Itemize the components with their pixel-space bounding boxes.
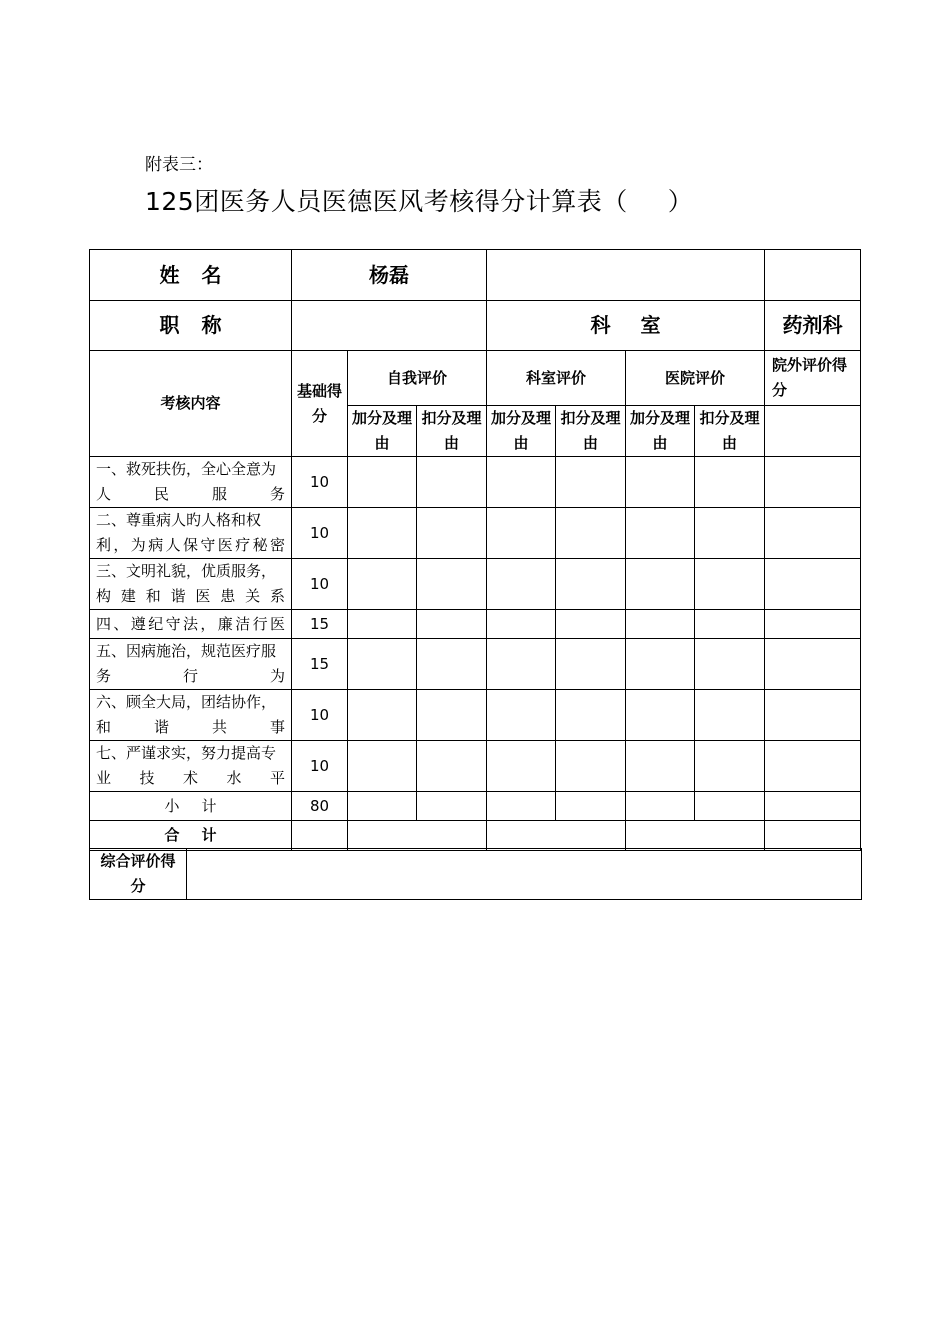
self-add-input[interactable] [348, 508, 417, 559]
self-add-input[interactable] [348, 639, 417, 690]
base-score: 15 [292, 610, 348, 639]
hospital-add-input[interactable] [626, 457, 695, 508]
self-deduct-input[interactable] [417, 690, 487, 741]
self-eval-header: 自我评价 [348, 351, 487, 406]
dept-label-cell [487, 301, 765, 351]
external-eval-header: 院外评价得分 [765, 351, 861, 406]
dept-deduct-input[interactable] [556, 457, 626, 508]
table-row [90, 690, 861, 741]
item-text: 一、救死扶伤，全心全意为人民服务 [90, 457, 292, 508]
name-value[interactable]: 杨磊 [292, 250, 487, 301]
dept-add-input[interactable] [487, 741, 556, 792]
hospital-add-input[interactable] [626, 508, 695, 559]
external-score-input[interactable] [765, 508, 861, 559]
overall-table [89, 848, 862, 900]
hospital-add-header: 加分及理由 [626, 406, 695, 457]
external-score-input[interactable] [765, 741, 861, 792]
base-score: 10 [292, 457, 348, 508]
hospital-add-input[interactable] [626, 639, 695, 690]
dept-add-input[interactable] [487, 610, 556, 639]
dept-deduct-input[interactable] [556, 508, 626, 559]
dept-add-input[interactable] [487, 457, 556, 508]
base-score-header: 基础得分 [292, 351, 348, 457]
overall-value[interactable] [187, 849, 862, 900]
table-row [90, 508, 861, 559]
base-score: 10 [292, 690, 348, 741]
subtotal-self-add[interactable] [348, 792, 417, 821]
base-score: 15 [292, 639, 348, 690]
content-header: 考核内容 [90, 351, 292, 457]
subtotal-external[interactable] [765, 792, 861, 821]
total-external[interactable] [765, 821, 861, 851]
table-row [90, 610, 861, 639]
self-deduct-input[interactable] [417, 741, 487, 792]
appendix-label: 附表三： [145, 155, 213, 175]
hospital-deduct-input[interactable] [695, 457, 765, 508]
name-label-cell [90, 250, 292, 301]
hospital-add-input[interactable] [626, 610, 695, 639]
dept-add-input[interactable] [487, 690, 556, 741]
self-add-input[interactable] [348, 741, 417, 792]
dept-add-input[interactable] [487, 559, 556, 610]
hospital-deduct-input[interactable] [695, 610, 765, 639]
name-extra-cell-2 [765, 250, 861, 301]
dept-value[interactable]: 药剂科 [765, 301, 861, 351]
subtotal-row [90, 792, 861, 821]
base-score: 10 [292, 741, 348, 792]
subtotal-dept-deduct[interactable] [556, 792, 626, 821]
name-extra-cell [487, 250, 765, 301]
hospital-eval-header: 医院评价 [626, 351, 765, 406]
hospital-deduct-header: 扣分及理由 [695, 406, 765, 457]
self-deduct-input[interactable] [417, 610, 487, 639]
title-row [90, 301, 861, 351]
dept-add-input[interactable] [487, 508, 556, 559]
table-row [90, 741, 861, 792]
item-text: 二、尊重病人旳人格和权利，为病人保守医疗秘密 [90, 508, 292, 559]
item-text: 四、遵纪守法，廉洁行医 [90, 610, 292, 639]
document-title [145, 182, 693, 218]
external-score-input[interactable] [765, 559, 861, 610]
total-base[interactable] [292, 821, 348, 851]
self-deduct-input[interactable] [417, 639, 487, 690]
total-self[interactable] [348, 821, 487, 851]
table-row [90, 457, 861, 508]
self-add-header: 加分及理由 [348, 406, 417, 457]
overall-label: 综合评价得分 [90, 849, 187, 900]
total-row [90, 821, 861, 851]
item-text: 五、因病施治，规范医疗服务行为 [90, 639, 292, 690]
dept-add-header: 加分及理由 [487, 406, 556, 457]
hospital-add-input[interactable] [626, 559, 695, 610]
self-deduct-header: 扣分及理由 [417, 406, 487, 457]
total-label-cell [90, 821, 292, 851]
dept-label: 科室 [590, 313, 691, 337]
header-row-1 [90, 351, 861, 406]
external-eval-sub [765, 406, 861, 457]
subtotal-label-cell [90, 792, 292, 821]
dept-deduct-header: 扣分及理由 [556, 406, 626, 457]
self-deduct-input[interactable] [417, 457, 487, 508]
dept-deduct-input[interactable] [556, 610, 626, 639]
dept-deduct-input[interactable] [556, 741, 626, 792]
self-deduct-input[interactable] [417, 508, 487, 559]
self-add-input[interactable] [348, 559, 417, 610]
hospital-add-input[interactable] [626, 690, 695, 741]
subtotal-self-deduct[interactable] [417, 792, 487, 821]
total-label: 合计 [164, 826, 239, 844]
base-score: 10 [292, 508, 348, 559]
total-dept[interactable] [487, 821, 626, 851]
self-add-input[interactable] [348, 690, 417, 741]
hospital-add-input[interactable] [626, 741, 695, 792]
table-row [90, 639, 861, 690]
self-add-input[interactable] [348, 610, 417, 639]
subtotal-dept-add[interactable] [487, 792, 556, 821]
self-add-input[interactable] [348, 457, 417, 508]
item-text: 六、顾全大局，团结协作，和谐共事 [90, 690, 292, 741]
total-hospital[interactable] [626, 821, 765, 851]
hospital-deduct-input[interactable] [695, 639, 765, 690]
dept-eval-header: 科室评价 [487, 351, 626, 406]
hospital-deduct-input[interactable] [695, 508, 765, 559]
dept-add-input[interactable] [487, 639, 556, 690]
external-score-input[interactable] [765, 610, 861, 639]
title-label-cell [90, 301, 292, 351]
hospital-deduct-input[interactable] [695, 690, 765, 741]
evaluation-table [89, 249, 861, 851]
dept-deduct-input[interactable] [556, 690, 626, 741]
title-label: 职称 [159, 313, 244, 337]
subtotal-label: 小计 [164, 796, 239, 815]
hospital-deduct-input[interactable] [695, 559, 765, 610]
name-label: 姓名 [159, 262, 244, 287]
table-row [90, 559, 861, 610]
overall-row [90, 849, 862, 900]
item-text: 七、严谨求实，努力提高专业技术水平 [90, 741, 292, 792]
dept-deduct-input[interactable] [556, 639, 626, 690]
external-score-input[interactable] [765, 639, 861, 690]
external-score-input[interactable] [765, 690, 861, 741]
self-deduct-input[interactable] [417, 559, 487, 610]
title-value[interactable] [292, 301, 487, 351]
dept-deduct-input[interactable] [556, 559, 626, 610]
document-title-close: ） [667, 187, 694, 216]
subtotal-score: 80 [292, 792, 348, 821]
document-title-text: 125团医务人员医德医风考核得分计算表（ [145, 187, 628, 216]
external-score-input[interactable] [765, 457, 861, 508]
subtotal-hospital-deduct[interactable] [695, 792, 765, 821]
hospital-deduct-input[interactable] [695, 741, 765, 792]
name-row [90, 250, 861, 301]
item-text: 三、文明礼貌，优质服务，构建和谐医患关系 [90, 559, 292, 610]
base-score: 10 [292, 559, 348, 610]
subtotal-hospital-add[interactable] [626, 792, 695, 821]
